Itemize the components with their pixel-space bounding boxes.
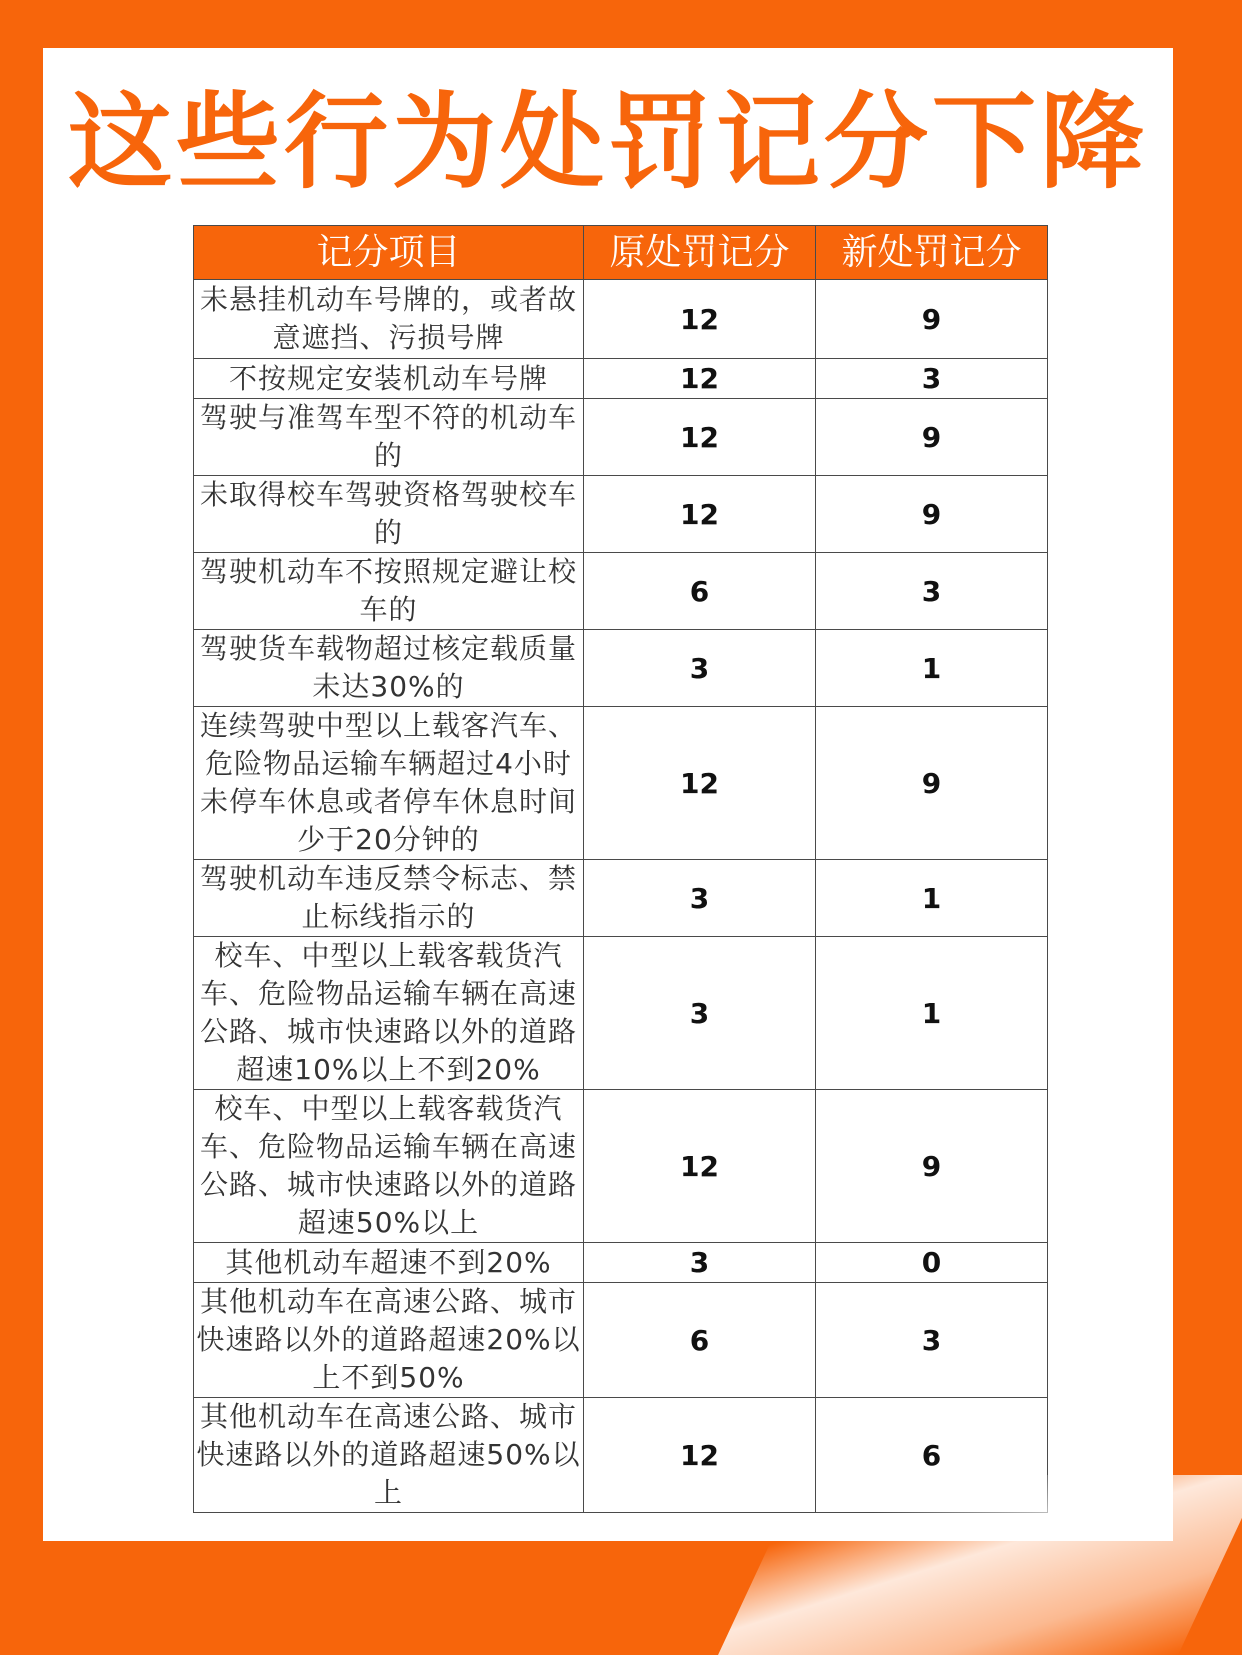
row-old-points-cell: 6 [584, 1283, 816, 1398]
row-item-cell: 驾驶与准驾车型不符的机动车的 [194, 399, 584, 476]
row-item-cell: 校车、中型以上载客载货汽车、危险物品运输车辆在高速公路、城市快速路以外的道路超速50%以上 [194, 1090, 584, 1243]
row-new-points-cell: 3 [816, 359, 1048, 399]
row-new-points-cell: 6 [816, 1398, 1048, 1513]
row-item-cell: 驾驶机动车违反禁令标志、禁止标线指示的 [194, 860, 584, 937]
row-item-cell: 未取得校车驾驶资格驾驶校车的 [194, 476, 584, 553]
row-new-points-cell: 0 [816, 1243, 1048, 1283]
row-old-points-cell: 12 [584, 1090, 816, 1243]
row-item-cell: 驾驶货车载物超过核定载质量未达30%的 [194, 630, 584, 707]
row-new-points-cell: 9 [816, 280, 1048, 359]
row-item-cell: 其他机动车超速不到20% [194, 1243, 584, 1283]
row-new-points-cell: 9 [816, 476, 1048, 553]
table-header-row [194, 226, 1048, 280]
table-row [194, 1398, 1048, 1513]
table-row [194, 1090, 1048, 1243]
table-row [194, 280, 1048, 359]
row-new-points-cell: 1 [816, 937, 1048, 1090]
table-row [194, 707, 1048, 860]
row-old-points-cell: 3 [584, 630, 816, 707]
row-old-points-cell: 6 [584, 553, 816, 630]
row-old-points-cell: 12 [584, 1398, 816, 1513]
row-item-cell: 未悬挂机动车号牌的，或者故意遮挡、污损号牌 [194, 280, 584, 359]
row-old-points-cell: 3 [584, 860, 816, 937]
page-title: 这些行为处罚记分下降 [67, 81, 1148, 203]
row-new-points-cell: 1 [816, 630, 1048, 707]
table-row [194, 937, 1048, 1090]
table-row [194, 553, 1048, 630]
header-item: 记分项目 [194, 226, 584, 280]
row-item-cell: 连续驾驶中型以上载客汽车、危险物品运输车辆超过4小时未停车休息或者停车休息时间少于20分钟的 [194, 707, 584, 860]
row-old-points-cell: 12 [584, 359, 816, 399]
table-body [194, 280, 1048, 1513]
row-old-points-cell: 12 [584, 476, 816, 553]
row-new-points-cell: 3 [816, 553, 1048, 630]
row-old-points-cell: 12 [584, 280, 816, 359]
row-item-cell: 不按规定安装机动车号牌 [194, 359, 584, 399]
row-new-points-cell: 3 [816, 1283, 1048, 1398]
table-row [194, 359, 1048, 399]
row-new-points-cell: 9 [816, 707, 1048, 860]
row-old-points-cell: 3 [584, 937, 816, 1090]
row-item-cell: 其他机动车在高速公路、城市快速路以外的道路超速20%以上不到50% [194, 1283, 584, 1398]
row-new-points-cell: 1 [816, 860, 1048, 937]
table-row [194, 1243, 1048, 1283]
row-old-points-cell: 3 [584, 1243, 816, 1283]
penalty-points-table [193, 225, 1048, 1513]
row-old-points-cell: 12 [584, 707, 816, 860]
row-new-points-cell: 9 [816, 1090, 1048, 1243]
header-new-points: 新处罚记分 [816, 226, 1048, 280]
header-old-points: 原处罚记分 [584, 226, 816, 280]
table-row [194, 1283, 1048, 1398]
table-row [194, 476, 1048, 553]
row-item-cell: 校车、中型以上载客载货汽车、危险物品运输车辆在高速公路、城市快速路以外的道路超速10%以上不到20% [194, 937, 584, 1090]
table-row [194, 399, 1048, 476]
table-row [194, 860, 1048, 937]
table-row [194, 630, 1048, 707]
row-item-cell: 驾驶机动车不按照规定避让校车的 [194, 553, 584, 630]
row-new-points-cell: 9 [816, 399, 1048, 476]
row-item-cell: 其他机动车在高速公路、城市快速路以外的道路超速50%以上 [194, 1398, 584, 1513]
row-old-points-cell: 12 [584, 399, 816, 476]
